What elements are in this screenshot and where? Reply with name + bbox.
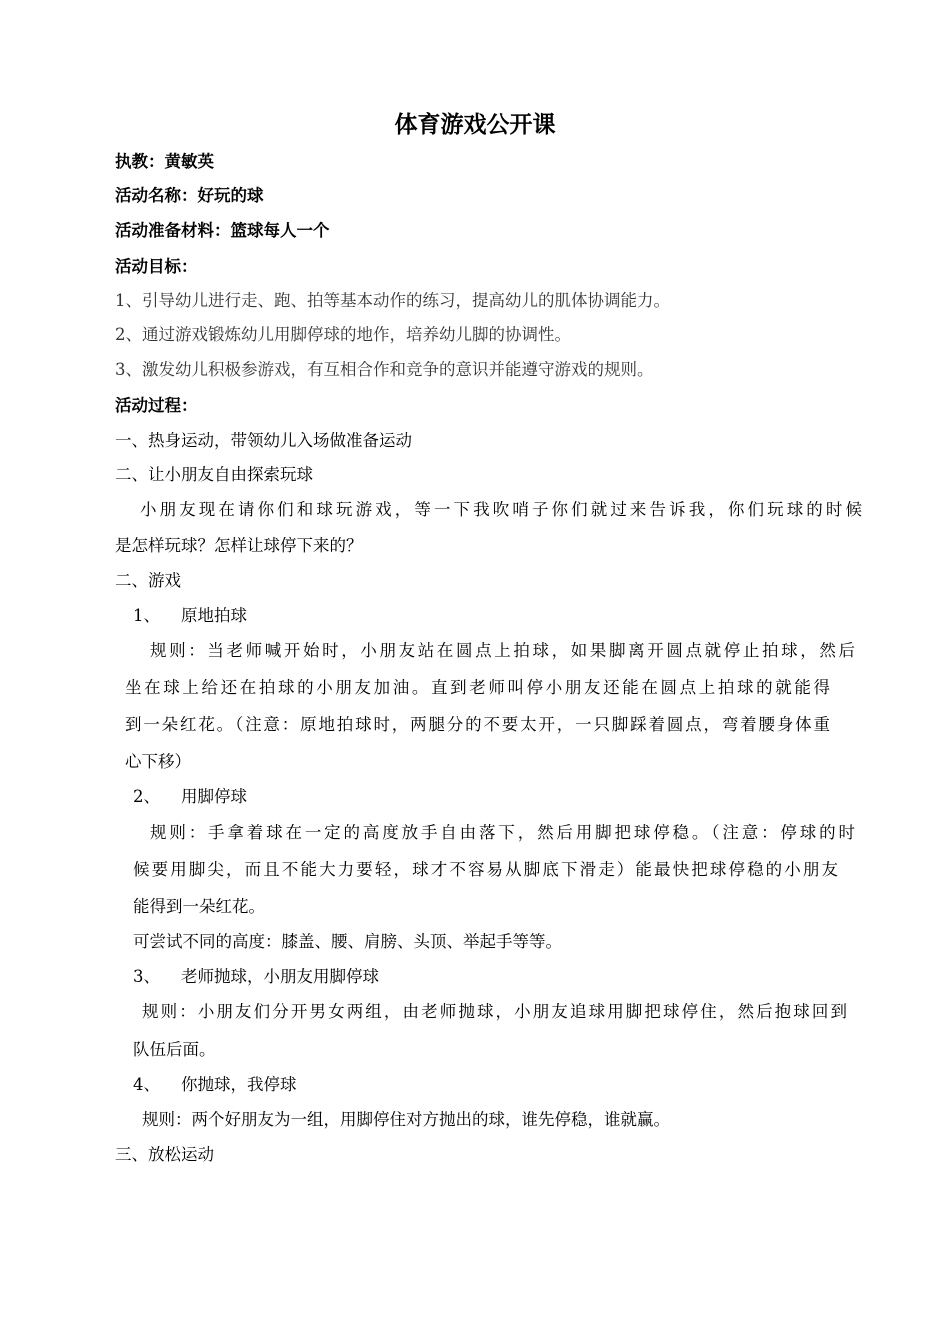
paragraph-line: 是怎样玩球？怎样让球停下来的？ <box>115 536 363 555</box>
activity-name-line: 活动名称：好玩的球 <box>115 186 264 205</box>
rule-line: 坐在球上给还在拍球的小朋友加油。直到老师叫停小朋友还能在圆点上拍球的就能得 <box>125 678 830 697</box>
game-title: 用脚停球 <box>181 787 247 806</box>
goal-item: 1、引导幼儿进行走、跑、拍等基本动作的练习，提高幼儿的肌体协调能力。 <box>115 291 670 310</box>
game-title: 老师抛球，小朋友用脚停球 <box>181 967 379 986</box>
step-heading: 二、游戏 <box>115 571 181 590</box>
goals-heading: 活动目标： <box>115 257 198 276</box>
game-number: 3、 <box>133 967 160 986</box>
game-number: 2、 <box>133 787 160 806</box>
rule-line: 规则：两个好朋友为一组，用脚停住对方抛出的球，谁先停稳，谁就赢。 <box>142 1110 670 1129</box>
process-heading: 活动过程： <box>115 396 198 415</box>
materials-line: 活动准备材料：篮球每人一个 <box>115 221 330 240</box>
rule-line: 候要用脚尖，而且不能大力要轻，球才不容易从脚底下滑走）能最快把球停稳的小朋友 <box>133 860 838 879</box>
game-title: 你抛球，我停球 <box>181 1075 297 1094</box>
step-heading: 二、让小朋友自由探索玩球 <box>115 465 313 484</box>
step-heading: 一、热身运动，带领幼儿入场做准备运动 <box>115 431 412 450</box>
paragraph-line: 小朋友现在请你们和球玩游戏，等一下我吹哨子你们就过来告诉我，你们玩球的时候 <box>140 500 862 519</box>
game-number: 1、 <box>133 606 160 625</box>
goal-item: 2、通过游戏锻炼幼儿用脚停球的地作，培养幼儿脚的协调性。 <box>115 325 571 344</box>
teacher-line: 执教：黄敏英 <box>115 152 214 171</box>
game-title: 原地拍球 <box>181 606 247 625</box>
rule-line: 规则：当老师喊开始时，小朋友站在圆点上拍球，如果脚离开圆点就停止拍球，然后 <box>150 641 855 660</box>
rule-line: 规则：手拿着球在一定的高度放手自由落下，然后用脚把球停稳。（注意：停球的时 <box>150 823 855 842</box>
rule-line: 能得到一朵红花。 <box>133 897 265 916</box>
rule-line: 心下移） <box>125 752 191 771</box>
page-title: 体育游戏公开课 <box>394 111 556 138</box>
rule-line: 规则：小朋友们分开男女两组，由老师抛球，小朋友追球用脚把球停住，然后抱球回到 <box>142 1002 847 1021</box>
rule-line: 到一朵红花。（注意：原地拍球时，两腿分的不要太开，一只脚踩着圆点，弯着腰身体重 <box>125 715 830 734</box>
note-line: 可尝试不同的高度：膝盖、腰、肩膀、头顶、举起手等等。 <box>133 932 562 951</box>
game-number: 4、 <box>133 1075 160 1094</box>
rule-line: 队伍后面。 <box>133 1040 216 1059</box>
goal-item: 3、激发幼儿积极参游戏，有互相合作和竞争的意识并能遵守游戏的规则。 <box>115 360 654 379</box>
step-heading: 三、放松运动 <box>115 1145 214 1164</box>
